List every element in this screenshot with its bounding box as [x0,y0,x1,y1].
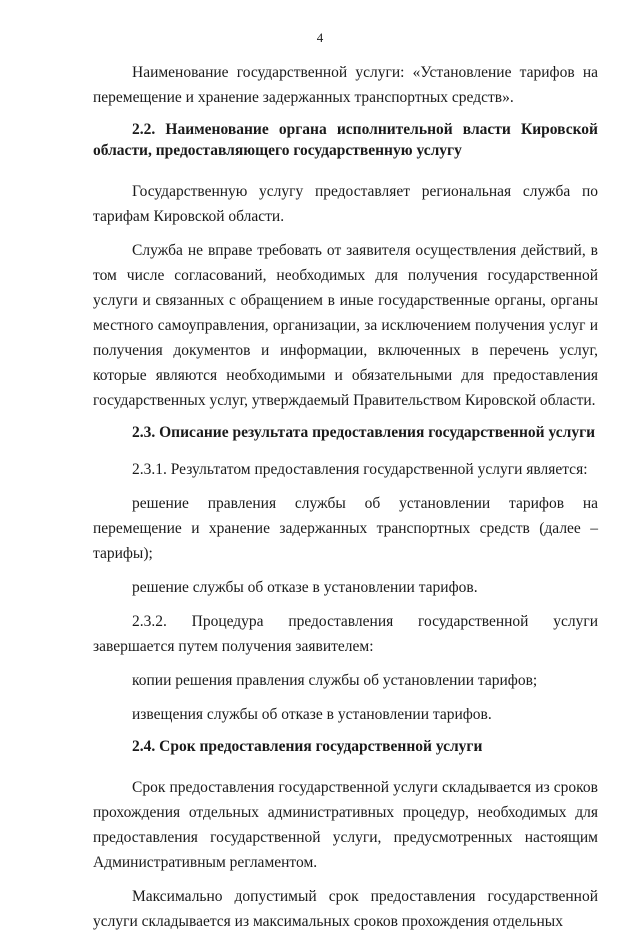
result-decision-paragraph: решение правления службы об установлении тарифов на перемещение и хранение задержанных транспортных средств (далее – тарифы); [93,495,598,562]
notice-refusal-paragraph: извещения службы об отказе в установлении тарифов. [132,706,492,723]
procedure-end-paragraph: 2.3.2. Процедура предоставления государственной услуги завершается путем получения заявителем: [93,613,598,655]
document-body [93,60,598,934]
result-intro-paragraph: 2.3.1. Результатом предоставления государственной услуги является: [132,461,588,478]
term-paragraph: Срок предоставления государственной услуги складывается из сроков прохождения отдельных административных процедур, необходимых для предоставления государственной услуги, предусмотренных настоящим Административным регламентом. [93,779,598,871]
provider-paragraph: Государственную услугу предоставляет региональная служба по тарифам Кировской области. [93,183,598,225]
section-2-4-heading: 2.4. Срок предоставления государственной услуги [132,738,483,755]
result-refusal-paragraph: решение службы об отказе в установлении тарифов. [132,579,478,596]
section-2-3-heading: 2.3. Описание результата предоставления государственной услуги [132,424,596,441]
section-2-2-heading: 2.2. Наименование органа исполнительной власти Кировской области, предоставляющего государственную услугу [93,121,598,159]
copy-decision-paragraph: копии решения правления службы об установлении тарифов; [132,672,538,689]
service-name-paragraph: Наименование государственной услуги: «Установление тарифов на перемещение и хранение задержанных транспортных средств». [93,64,598,106]
page-number: 4 [316,30,324,45]
restriction-paragraph: Служба не вправе требовать от заявителя осуществления действий, в том числе согласований, необходимых для получения государственной услуги и связанных с обращением в иные государственные органы, органы местного самоуправления, организации, за исключением получения услуг и получения документов и информации, включенных в перечень услуг, которые являются необходимыми и обязательными для предоставления государственных услуг, утверждаемый Правительством Кировской области. [93,242,598,409]
max-term-paragraph: Максимально допустимый срок предоставления государственной услуги складывается из максимальных сроков прохождения отдельных [93,888,598,930]
